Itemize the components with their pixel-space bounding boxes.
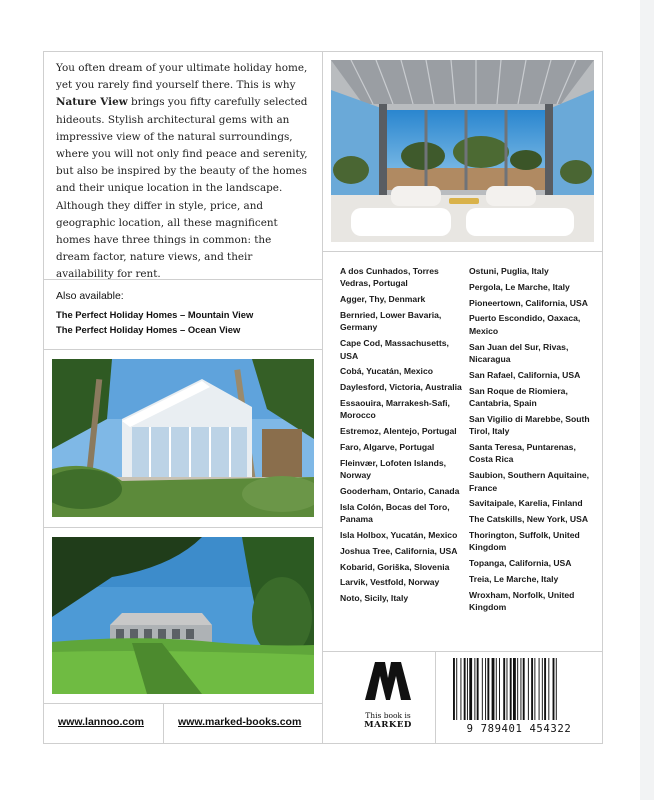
divider-photo1	[43, 527, 323, 528]
place-item: Daylesford, Victoria, Australia	[340, 382, 462, 393]
intro-text: You often dream of your ultimate holiday home, yet you rarely find yourself there. This is why Nature View brings you fifty carefully selected hideouts. Stylish architectural gems with an impressive view of the natural surroundings, where you will not only find peace and serenity, but also be inspired by the beauty of the homes and their unique location in the landscape. Although they differ in style, price, and geographic location, all these magnificent homes have three things in common: the dream factor, nature views, and their availability for rent.	[56, 62, 308, 281]
barcode-bar	[453, 658, 455, 720]
barcode-bar	[499, 658, 500, 720]
place-item: Cobá, Yucatán, Mexico	[340, 366, 433, 377]
place-item: Cape Cod, Massachusetts, USA	[340, 338, 449, 361]
place-item: Wroxham, Norfolk, United Kingdom	[469, 589, 575, 613]
place-item: Pergola, Le Marche, Italy	[469, 281, 570, 292]
publisher-name: MARKED	[364, 720, 412, 730]
place-item: Saubion, Southern Aquitaine, France	[469, 470, 589, 493]
barcode-bar	[542, 658, 543, 720]
place-item: Joshua Tree, California, USA	[340, 545, 458, 556]
barcode-bar	[460, 658, 461, 720]
barcode-bar	[507, 658, 508, 720]
isbn-number: 9 789401 454322	[466, 723, 572, 735]
barcode-bar	[477, 658, 479, 720]
barcode-bar	[487, 658, 489, 720]
place-item: Bernried, Lower Bavaria, Germany	[340, 310, 442, 333]
divider-photo2	[43, 703, 323, 704]
barcode-bar	[531, 658, 533, 720]
place-item: Noto, Sicily, Italy	[340, 593, 409, 604]
place-item: San Roque de Riomiera, Cantabria, Spain	[469, 385, 568, 408]
barcode-bar	[467, 658, 468, 720]
barcode-bar	[534, 658, 535, 720]
glass-house-photo	[52, 359, 314, 517]
barcode-bar	[556, 658, 557, 720]
barcode-bar	[510, 658, 512, 720]
barcode-bar	[456, 658, 457, 720]
places-list-right	[469, 265, 597, 617]
barcode-bar	[520, 658, 521, 720]
divider-links	[163, 703, 164, 744]
place-item: Treia, Le Marche, Italy	[469, 574, 559, 584]
place-item: Isla Colón, Bocas del Toro, Panama	[340, 501, 450, 525]
bedroom-photo	[331, 60, 594, 242]
barcode-bar	[539, 658, 540, 720]
barcode-bar	[523, 658, 525, 720]
marked-m-icon	[363, 660, 413, 702]
divider-places	[322, 651, 603, 652]
places-list-left	[340, 265, 468, 608]
lannoo-link[interactable]: www.lannoo.com	[58, 716, 144, 728]
barcode-bar	[485, 658, 486, 720]
barcode-bar	[548, 658, 549, 720]
barcode-bar	[553, 658, 555, 720]
barcode-bar	[528, 658, 529, 720]
page-edge	[640, 0, 654, 800]
place-item: Agger, Thy, Denmark	[340, 294, 426, 305]
place-item: Fleinvær, Lofoten Islands, Norway	[340, 457, 447, 481]
place-item: San Rafael, California, USA	[469, 369, 581, 380]
place-item: Thorington, Suffolk, United Kingdom	[469, 530, 580, 553]
publisher-caption: This book is	[365, 711, 411, 720]
place-item: Savitaipale, Karelia, Finland	[469, 498, 583, 509]
barcode-bar	[492, 658, 495, 720]
place-item: Santa Teresa, Puntarenas, Costa Rica	[469, 442, 576, 465]
barcode-bar	[464, 658, 466, 720]
place-item: Gooderham, Ontario, Canada	[340, 486, 460, 496]
barcode-bar	[544, 658, 546, 720]
place-item: Faro, Algarve, Portugal	[340, 442, 435, 452]
barcode-bar	[517, 658, 518, 720]
place-item: Kobarid, Goriška, Slovenia	[340, 561, 450, 572]
place-item: Puerto Escondido, Oaxaca, Mexico	[469, 313, 581, 336]
place-item: San Juan del Sur, Rivas, Nicaragua	[469, 341, 569, 364]
barcode-bar	[469, 658, 472, 720]
related-title-ocean: The Perfect Holiday Homes – Ocean View	[56, 324, 241, 335]
also-available	[56, 290, 316, 337]
related-title-mountain: The Perfect Holiday Homes – Mountain View	[56, 309, 254, 320]
place-item: San Vigilio di Marebbe, South Tirol, Italy	[469, 413, 590, 437]
also-available-heading: Also available:	[56, 290, 124, 302]
place-item: A dos Cunhados, Torres Vedras, Portugal	[340, 266, 439, 289]
place-item: The Catskills, New York, USA	[469, 514, 589, 525]
place-item: Estremoz, Alentejo, Portugal	[340, 426, 457, 437]
barcode-bar	[496, 658, 497, 720]
place-item: Isla Holbox, Yucatán, Mexico	[340, 530, 458, 540]
marked-link[interactable]: www.marked-books.com	[178, 716, 302, 728]
divider-available	[43, 349, 323, 350]
publisher-logo	[342, 660, 434, 730]
barcode-bar	[482, 658, 483, 720]
barcode-bar	[474, 658, 475, 720]
place-item: Pioneertown, California, USA	[469, 297, 588, 308]
barcode-bar	[513, 658, 516, 720]
meadow-house-photo	[52, 537, 314, 694]
center-divider	[322, 51, 323, 744]
brand-name: Nature View	[56, 96, 128, 109]
divider-logo	[435, 651, 436, 744]
place-item: Larvik, Vestfold, Norway	[340, 577, 440, 588]
place-item: Topanga, California, USA	[469, 558, 572, 569]
place-item: Essaouira, Marrakesh-Safi, Morocco	[340, 398, 450, 421]
place-item: Ostuni, Puglia, Italy	[469, 266, 549, 276]
divider-hero	[322, 251, 603, 252]
barcode-bar	[503, 658, 505, 720]
